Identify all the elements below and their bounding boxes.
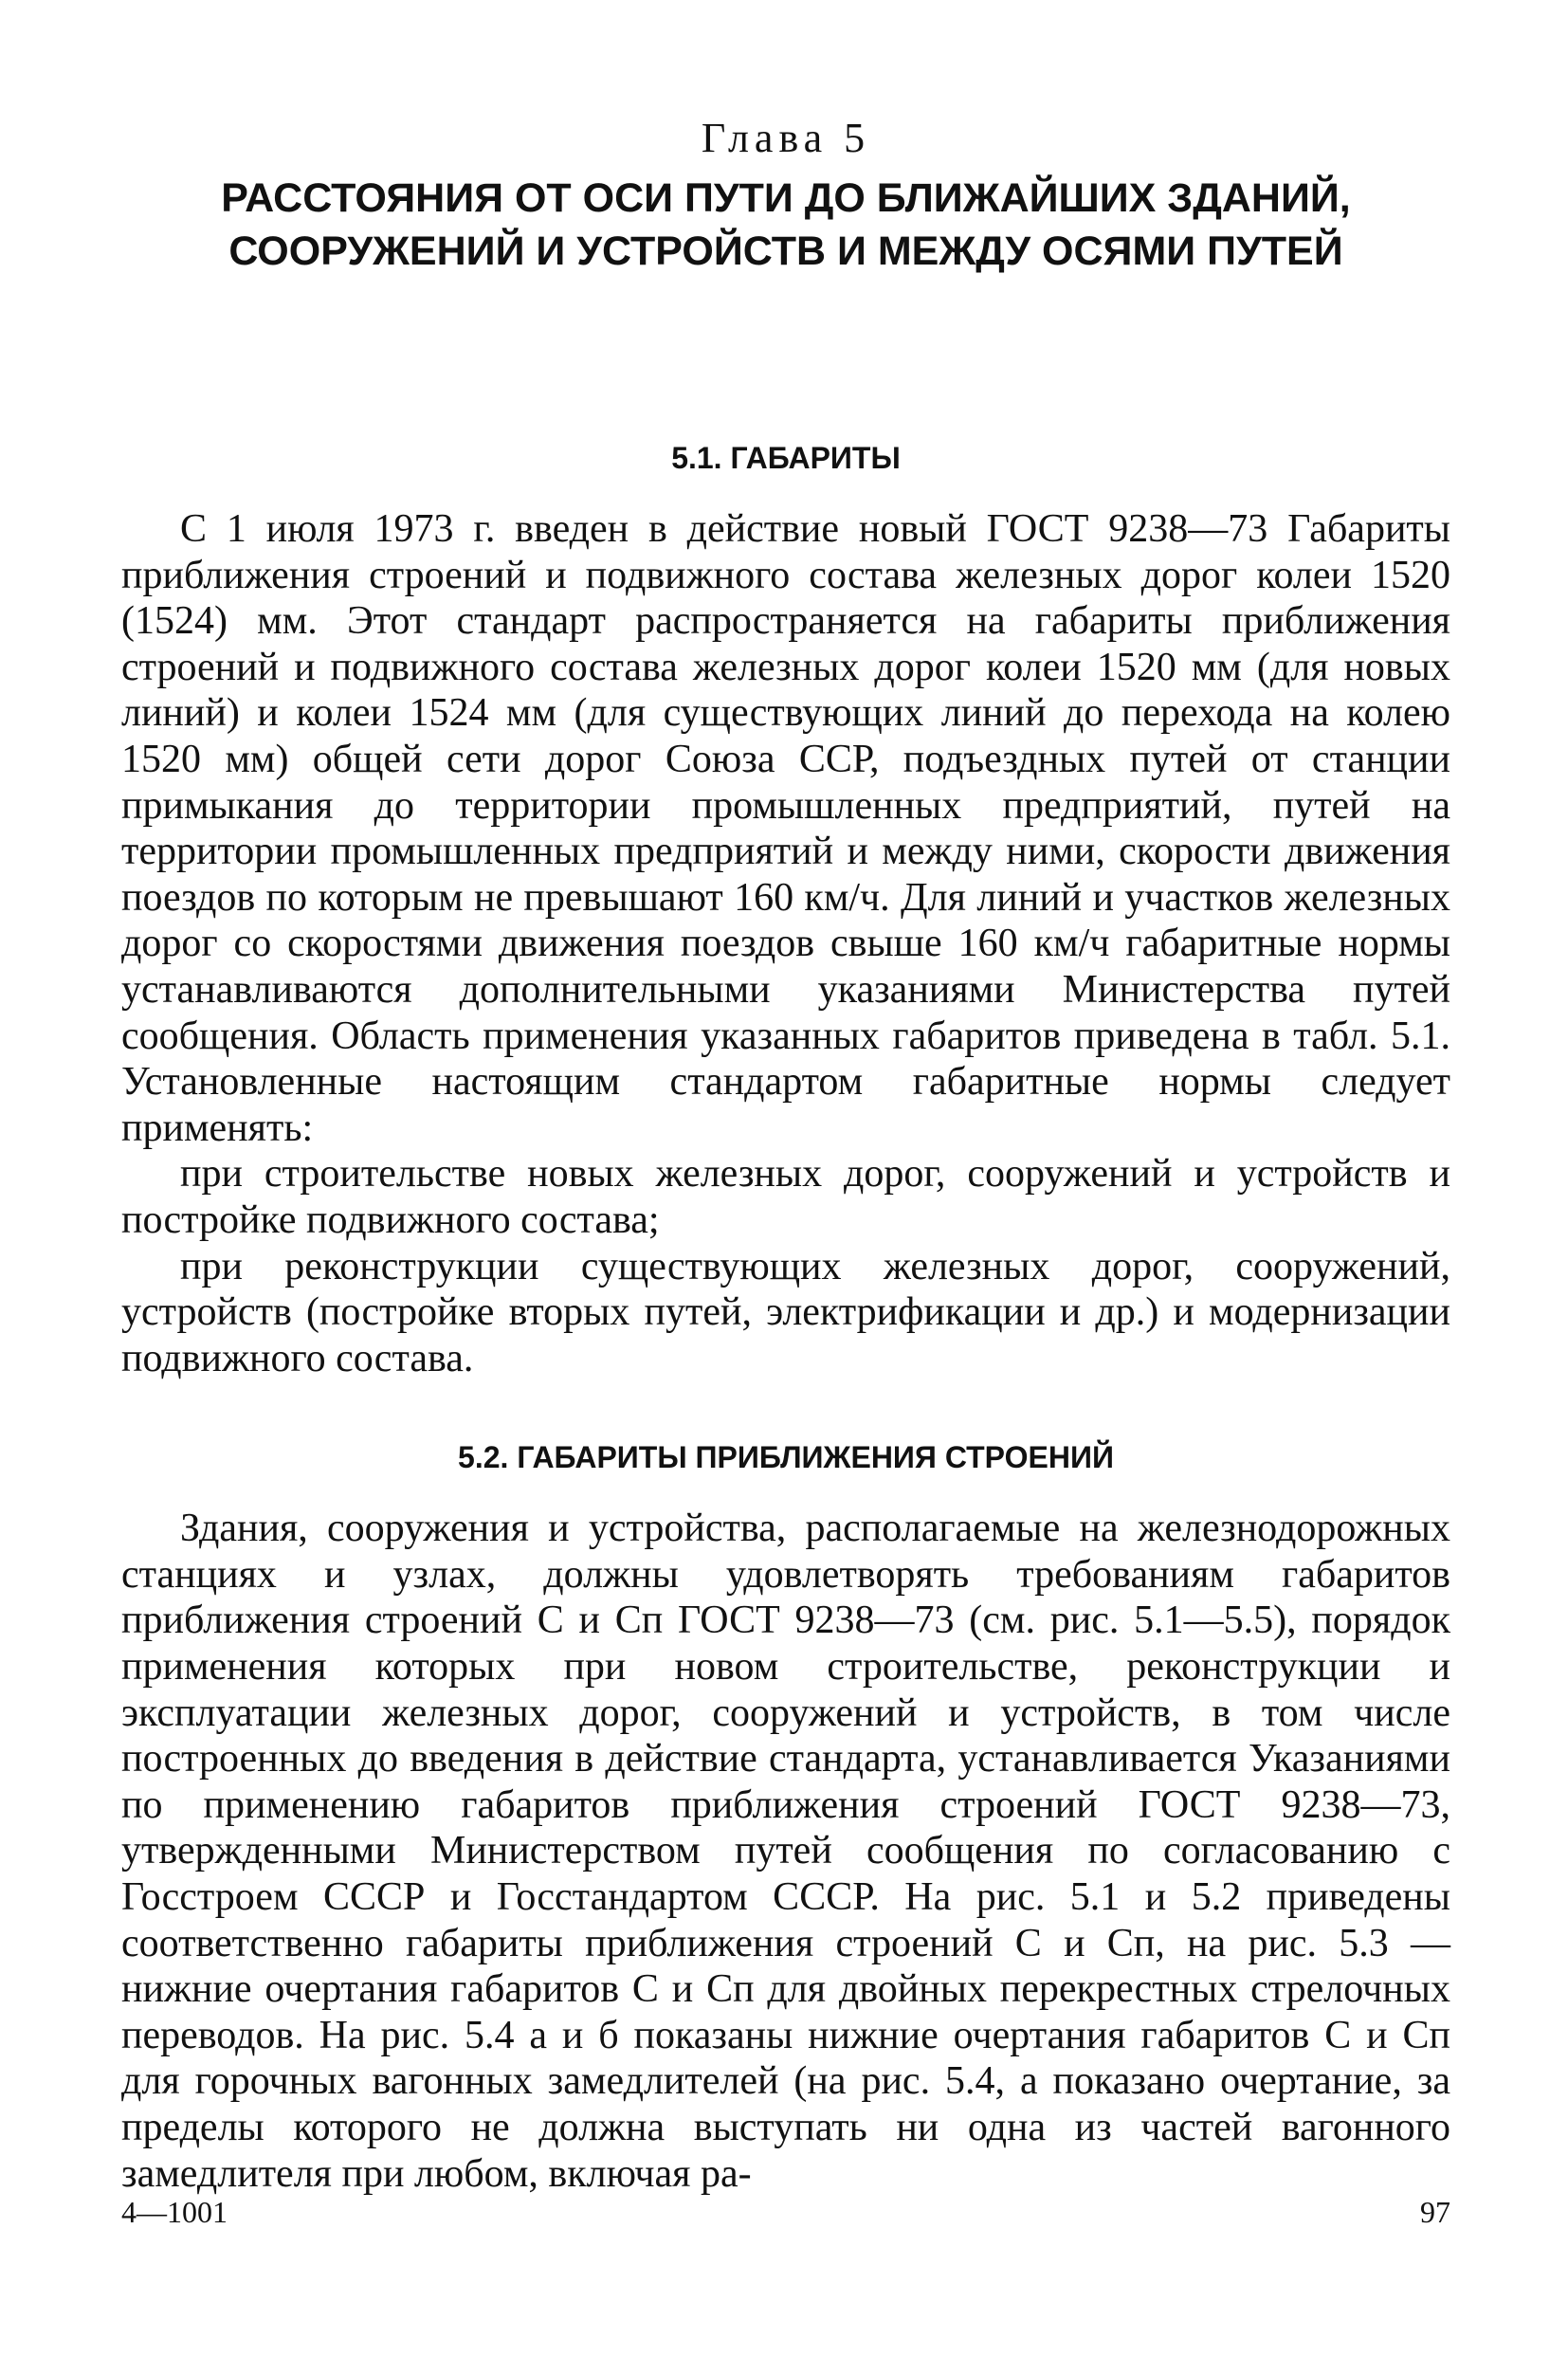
chapter-title: РАССТОЯНИЯ ОТ ОСИ ПУТИ ДО БЛИЖАЙШИХ ЗДАНИЙ, СООРУЖЕНИЙ И УСТРОЙСТВ И МЕЖДУ ОСЯМИ ПУТЕЙ [221,175,1351,274]
section-heading: 5.1. ГАБАРИТЫ [671,441,901,475]
paragraph: С 1 июля 1973 г. введен в действие новый ГОСТ 9238—73 Габариты приближения строений и подвижного состава железных дорог колеи 1520 (1524) мм. Этот стандарт распространяется на габариты приближения строений и подвижного состава железных дорог колеи 1520 мм (для новых линий) и колеи 1524 мм (для существующих линий до перехода на колею 1520 мм) общей сети дорог Союза ССР, подъездных путей от станции примыкания до территории промышленных предприятий, путей на территории промышленных предприятий и между ними, скорости движения поездов по которым не превышают 160 км/ч. Для линий и участков железных дорог со скоростями движения поездов свыше 160 км/ч габаритные нормы устанавливаются дополнительными указаниями Министерства путей сообщения. Область применения указанных габаритов приведена в табл. 5.1. Установленные настоящим стандартом габаритные нормы следует применять: [121,507,1450,1150]
chapter-label: Глава 5 [701,115,871,161]
paragraph: при строительстве новых железных дорог, сооружений и устройств и постройке подвижного состава; [121,1152,1450,1242]
section-heading: 5.2. ГАБАРИТЫ ПРИБЛИЖЕНИЯ СТРОЕНИЙ [458,1440,1114,1475]
printer-signature: 4—1001 [121,2195,228,2229]
page-number: 97 [1420,2195,1450,2229]
paragraph: при реконструкции существующих железных дорог, сооружений, устройств (постройке вторых путей, электрификации и др.) и модернизации подвижного состава. [121,1244,1450,1380]
page-content [121,114,1450,2197]
paragraph: Здания, сооружения и устройства, располагаемые на железнодорожных станциях и узлах, должны удовлетворять требованиям габаритов приближения строений С и Сп ГОСТ 9238—73 (см. рис. 5.1—5.5), порядок применения которых при новом строительстве, реконструкции и эксплуатации железных дорог, сооружений и устройств, в том числе построенных до введения в действие стандарта, устанавливается Указаниями по применению габаритов приближения строений ГОСТ 9238—73, утвержденными Министерством путей сообщения по согласованию с Госстроем СССР и Госстандартом СССР. На рис. 5.1 и 5.2 приведены соответственно габариты приближения строений С и Сп, на рис. 5.3 — нижние очертания габаритов С и Сп для двойных перекрестных стрелочных переводов. На рис. 5.4 а и б показаны нижние очертания габаритов С и Сп для горочных вагонных замедлителей (на рис. 5.4, а показано очертание, за пределы которого не должна выступать ни одна из частей вагонного замедлителя при любом, включая ра- [121,1507,1450,2196]
